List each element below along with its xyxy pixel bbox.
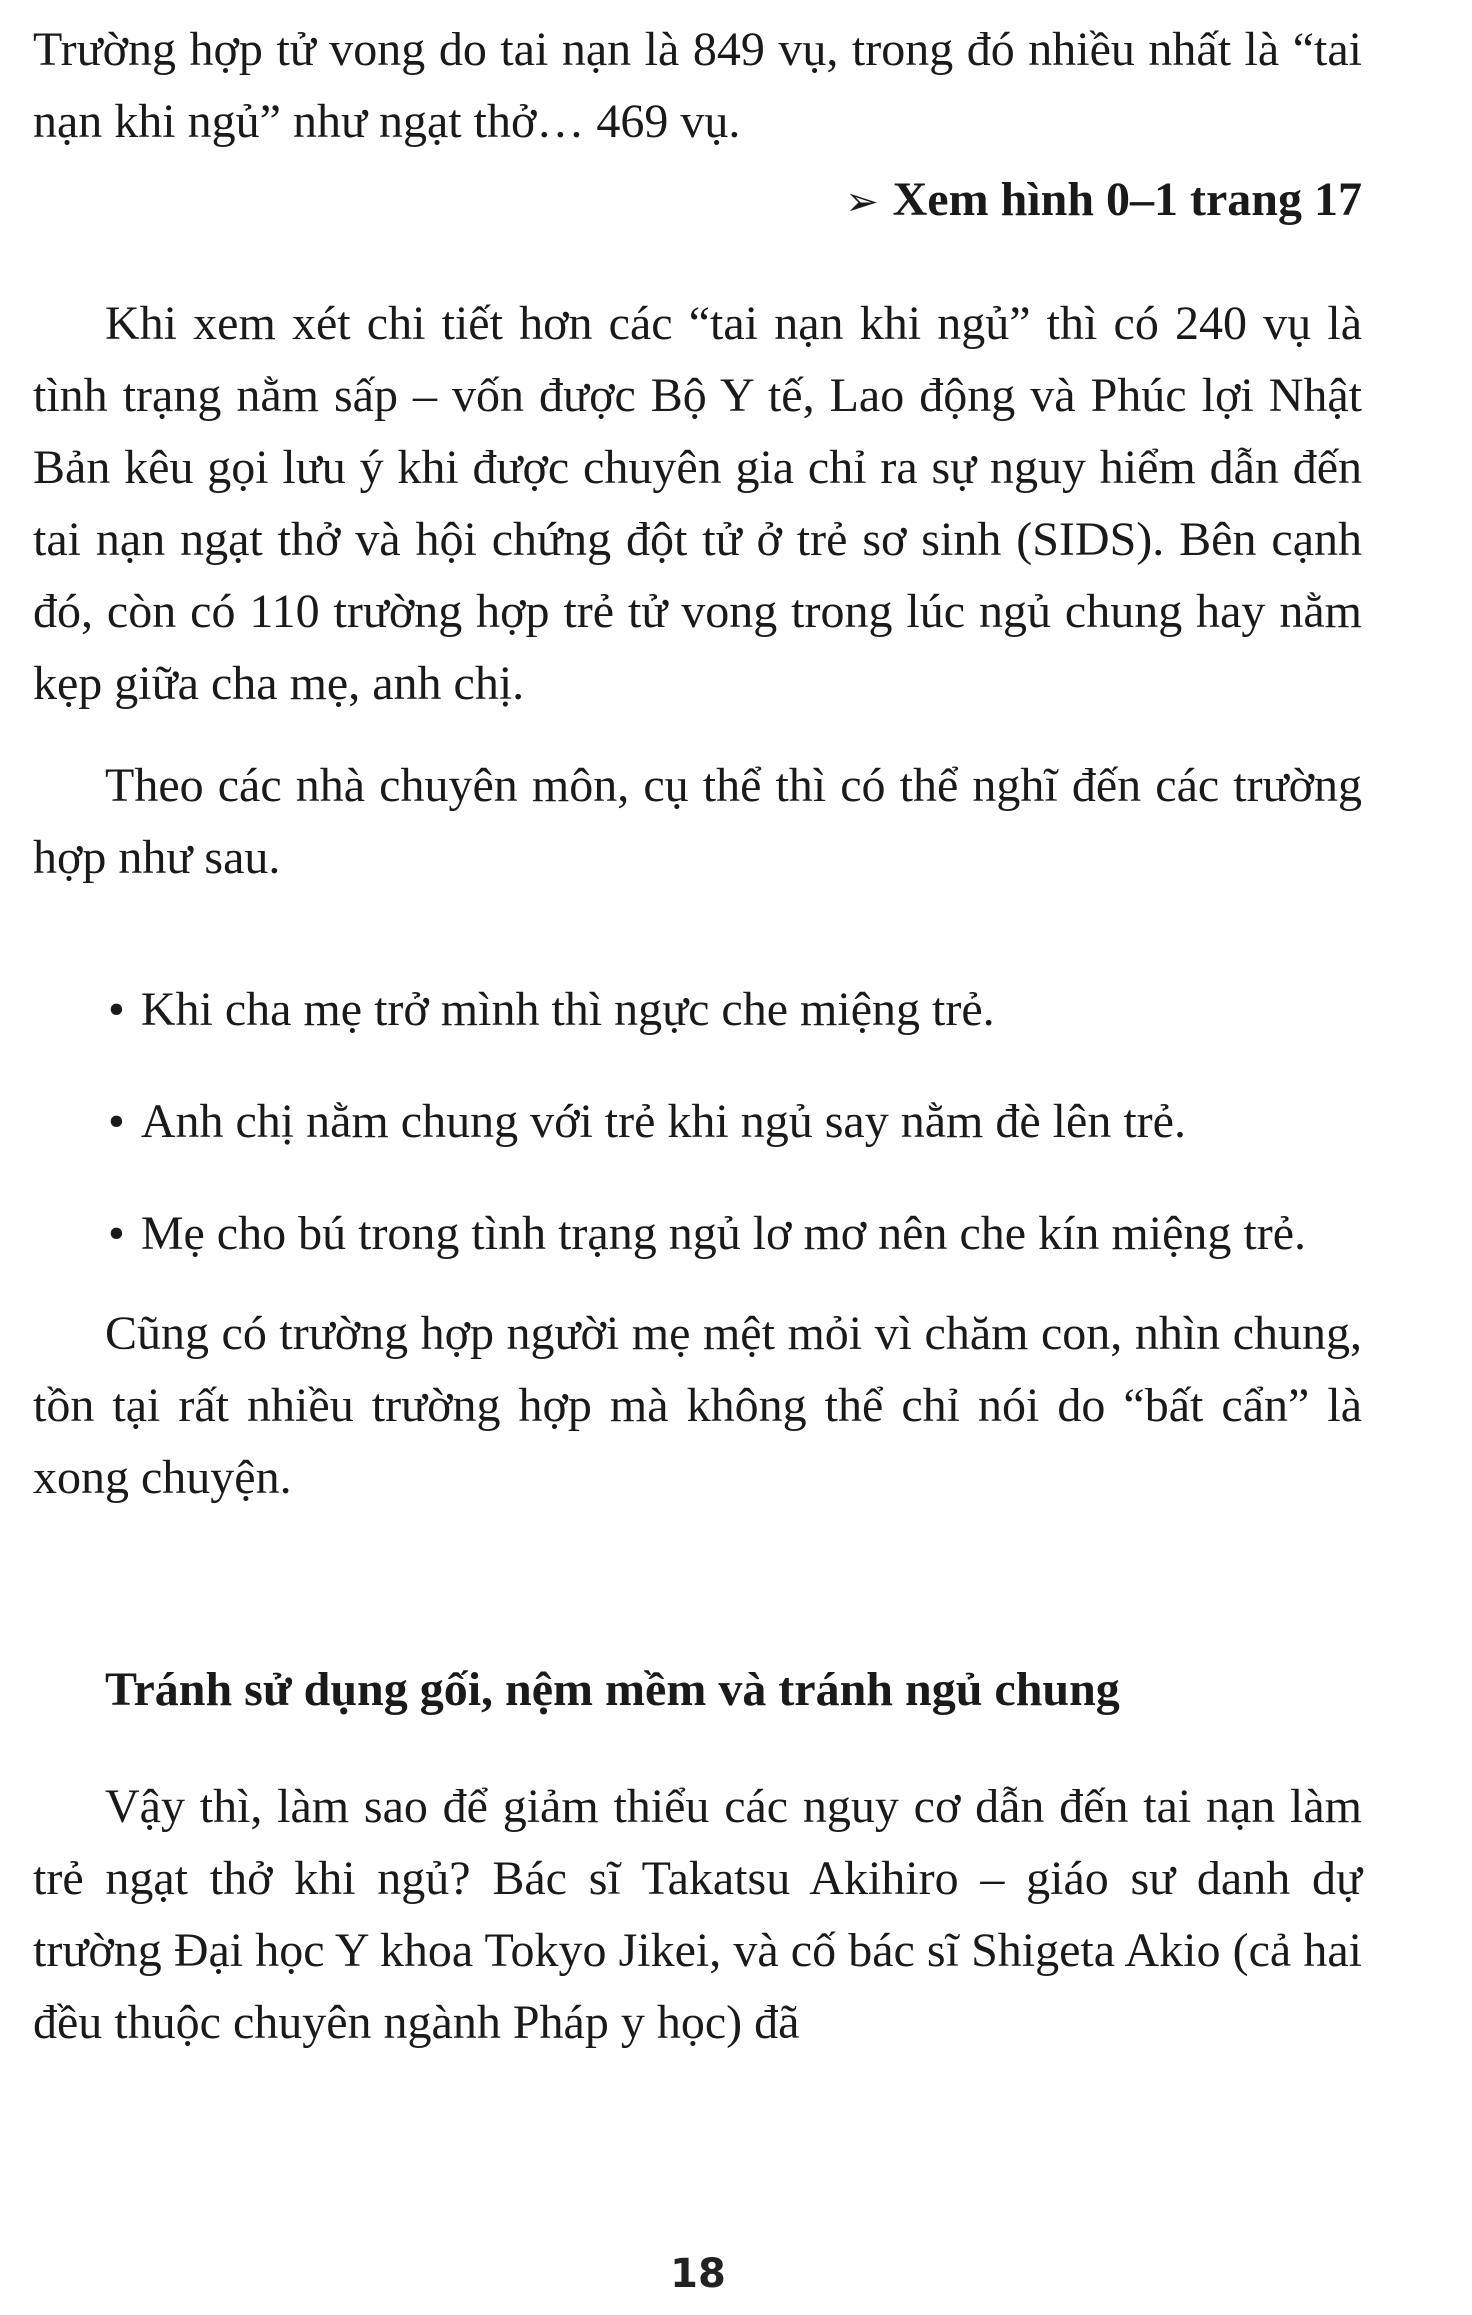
paragraph-solution: Vậy thì, làm sao để giảm thiểu các nguy cơ dẫn đến tai nạn làm trẻ ngạt thở khi ngủ? Bác sĩ Takatsu Akihiro – giáo sư danh dự trường Đại học Y khoa Tokyo Jikei, và cố bác sĩ Shigeta Akio (cả hai đều thuộc chuyên ngành Pháp y học) đã [33,1780,1362,2049]
arrowhead-right-icon: ➢ [845,179,879,225]
bullet-marker: • [108,1095,125,1148]
bullet-text: Khi cha mẹ trở mình thì ngực che miệng trẻ. [140,983,995,1036]
paragraph-accident-stats: Trường hợp tử vong do tai nạn là 849 vụ, trong đó nhiều nhất là “tai nạn khi ngủ” như ngạt thở… 469 vụ. [33,23,1362,148]
text-block [33,0,1362,2059]
figure-reference [33,164,1362,238]
page-number-row [0,2251,1472,2297]
figure-reference-label: Xem hình 0–1 trang 17 [892,173,1362,226]
bullet-item-sibling-cosleep [33,1086,1362,1158]
page-number: 18 [670,2251,726,2297]
bullet-marker: • [108,1207,125,1260]
bullet-text: Mẹ cho bú trong tình trạng ngủ lơ mơ nên che kín miệng trẻ. [140,1207,1307,1260]
bullet-item-parent-rollover [33,974,1362,1046]
paragraph-expert-intro: Theo các nhà chuyên môn, cụ thể thì có thể nghĩ đến các trường hợp như sau. [33,759,1362,884]
bullet-marker: • [108,983,125,1036]
bullet-item-drowsy-nursing [33,1198,1362,1270]
bullet-text: Anh chị nằm chung với trẻ khi ngủ say nằm đè lên trẻ. [140,1095,1186,1148]
paragraph-sleep-accident-detail: Khi xem xét chi tiết hơn các “tai nạn khi ngủ” thì có 240 vụ là tình trạng nằm sấp – vốn được Bộ Y tế, Lao động và Phúc lợi Nhật Bản kêu gọi lưu ý khi được chuyên gia chỉ ra sự nguy hiểm dẫn đến tai nạn ngạt thở và hội chứng đột tử ở trẻ sơ sinh (SIDS). Bên cạnh đó, còn có 110 trường hợp trẻ tử vong trong lúc ngủ chung hay nằm kẹp giữa cha mẹ, anh chị. [33,297,1362,710]
paragraph-conclusion: Cũng có trường hợp người mẹ mệt mỏi vì chăm con, nhìn chung, tồn tại rất nhiều trường hợp mà không thể chỉ nói do “bất cẩn” là xong chuyện. [33,1307,1362,1504]
section-heading: Tránh sử dụng gối, nệm mềm và tránh ngủ chung [105,1663,1120,1716]
